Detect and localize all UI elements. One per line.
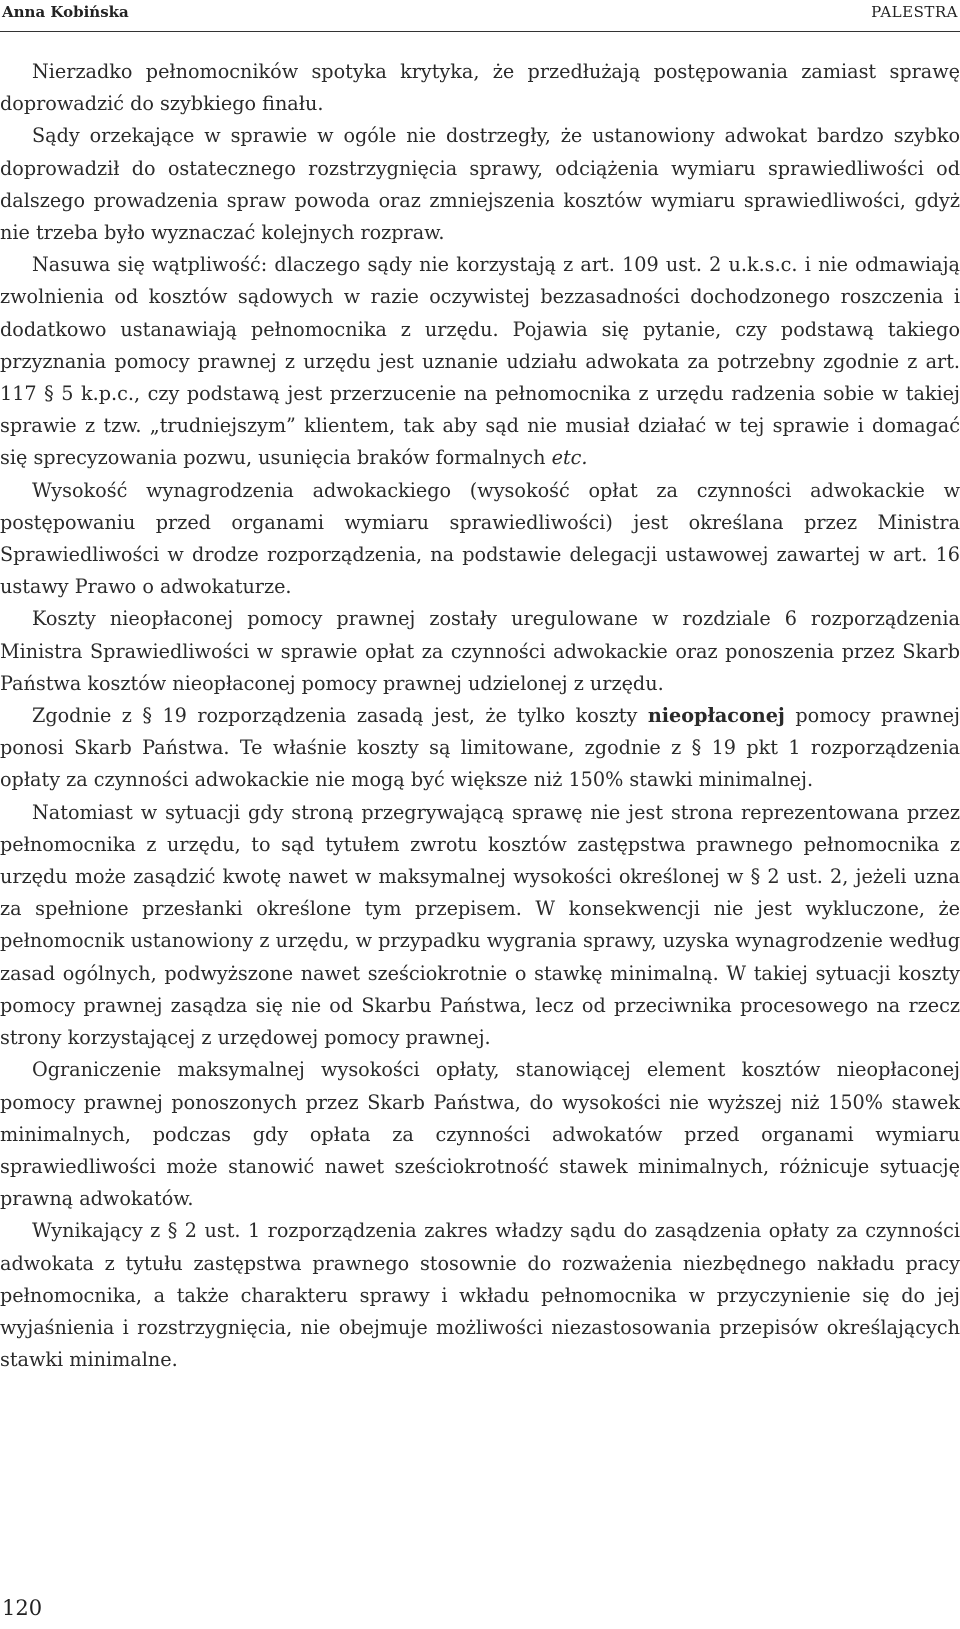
paragraph-6-bold-term: nieopłaconej — [647, 704, 785, 728]
paragraph-8: Ograniczenie maksymalnej wysokości opłaty, stanowiącej element kosztów nieopłaconej pomocy prawnej ponoszonych przez Skarb Państwa, do wysokości nie wyższej niż 150% stawek minimalnych, podczas gdy opłata za czynności adwokatów przed organami wymiaru sprawiedliwości może stanowić nawet sześciokrotność stawek minimalnych, różnicuje sytuację prawną adwokatów. — [0, 1058, 960, 1211]
paragraph-6 — [0, 700, 960, 797]
paragraph-9: Wynikający z § 2 ust. 1 rozporządzenia zakres władzy sądu do zasądzenia opłaty za czynności adwokata z tytułu zastępstwa prawnego stosownie do rozważenia niezbędnego nakładu pracy pełnomocnika, a także charakteru sprawy i wkładu pełnomocnika w przyczynienie się do jej wyjaśnienia i rozstrzygnięcia, nie obejmuje możliwości niezastosowania przepisów określających stawki minimalne. — [0, 1219, 960, 1372]
paragraph-6-text-after: pomocy prawnej ponosi Skarb Państwa. Te właśnie koszty są limitowane, zgodnie z § 19 pkt 1 rozporządzenia opłaty za czynności adwokackie nie mogą być większe niż 150% stawki minimalnej. — [0, 704, 960, 792]
paragraph-6-text-before: Zgodnie z § 19 rozporządzenia zasadą jest, że tylko koszty — [32, 704, 648, 728]
article-body — [0, 56, 960, 1376]
paragraph-7: Natomiast w sytuacji gdy stroną przegrywającą sprawę nie jest strona reprezentowana przez pełnomocnika z urzędu, to sąd tytułem zwrotu kosztów zastępstwa prawnego pełnomocnika z urzędu może zasądzić kwotę nawet w maksymalnej wysokości określonej w § 2 ust. 2, jeżeli uzna za spełnione przesłanki określone tym przepisem. W konsekwencji nie jest wykluczone, że pełnomocnik ustanowiony z urzędu, w przypadku wygrania sprawy, uzyska wynagrodzenie według zasad ogólnych, podwyższone nawet sześciokrotnie o stawkę minimalną. W takiej sytuacji koszty pomocy prawnej zasądza się nie od Skarbu Państwa, lecz od przeciwnika procesowego na rzecz strony korzystającej z urzędowej pomocy prawnej. — [0, 800, 960, 1050]
paragraph-1: Nierzadko pełnomocników spotyka krytyka, że przedłużają postępowania zamiast sprawę doprowadzić do szybkiego finału. — [0, 60, 960, 116]
header-journal-title: PALESTRA — [871, 3, 958, 21]
header-author: Anna Kobińska — [2, 3, 129, 21]
paragraph-3-text: Nasuwa się wątpliwość: dlaczego sądy nie korzystają z art. 109 ust. 2 u.k.s.c. i nie odmawiają zwolnienia od kosztów sądowych w razie oczywistej bezzasadności dochodzonego roszczenia i dodatkowo ustanawiają pełnomocnika z urzędu. Pojawia się pytanie, czy podstawą takiego przyznania pomocy prawnej z urzędu jest uznanie udziału adwokata za potrzebny zgodnie z art. 117 § 5 k.p.c., czy podstawą jest przerzucenie na pełnomocnika z urzędu radzenia sobie w takiej sprawie z tzw. „trudniejszym” klientem, tak aby sąd nie musiał działać w tej sprawie i domagać się sprecyzowania pozwu, usunięcia braków formalnych — [0, 253, 960, 470]
running-header — [0, 0, 960, 32]
paragraph-5: Koszty nieopłaconej pomocy prawnej zostały uregulowane w rozdziale 6 rozporządzenia Ministra Sprawiedliwości w sprawie opłat za czynności adwokackie oraz ponoszenia przez Skarb Państwa kosztów nieopłaconej pomocy prawnej udzielonej z urzędu. — [0, 607, 960, 695]
paragraph-2: Sądy orzekające w sprawie w ogóle nie dostrzegły, że ustanowiony adwokat bardzo szybko doprowadził do ostatecznego rozstrzygnięcia sprawy, odciążenia wymiaru sprawiedliwości od dalszego prowadzenia spraw powoda oraz zmniejszenia kosztów wymiaru sprawiedliwości, gdyż nie trzeba było wyznaczać kolejnych rozpraw. — [0, 124, 960, 245]
page-number: 120 — [2, 1596, 43, 1620]
paragraph-4: Wysokość wynagrodzenia adwokackiego (wysokość opłat za czynności adwokackie w postępowaniu przed organami wymiaru sprawiedliwości) jest określana przez Ministra Sprawiedliwości w drodze rozporządzenia, na podstawie delegacji ustawowej zawartej w art. 16 ustawy Prawo o adwokaturze. — [0, 478, 960, 599]
paragraph-3 — [0, 249, 960, 474]
paragraph-3-italic-etc: etc. — [551, 446, 588, 470]
